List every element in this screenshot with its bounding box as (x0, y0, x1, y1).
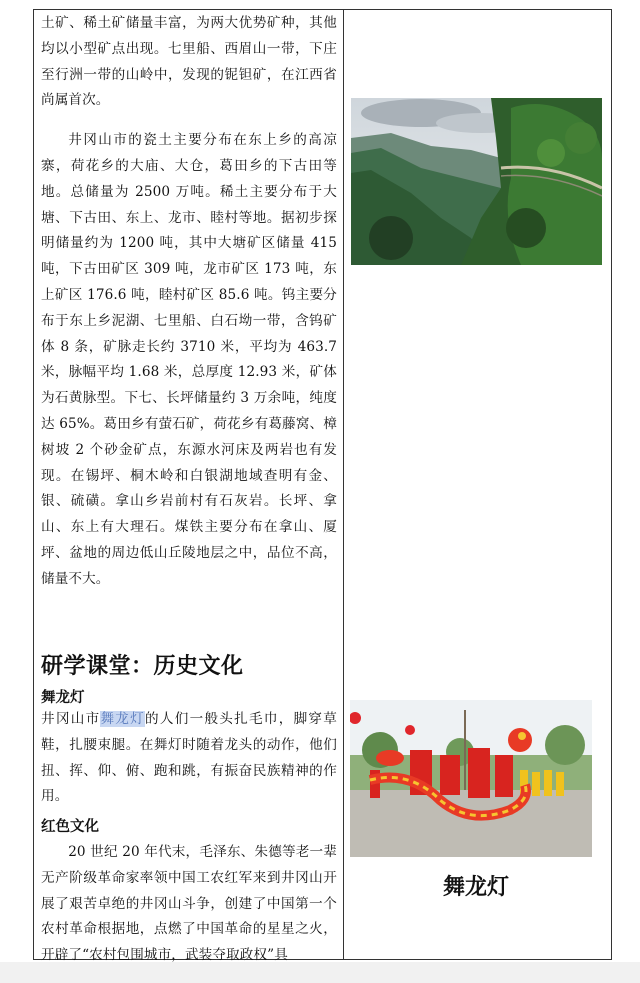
dragon-dance-caption: 舞龙灯 (442, 875, 509, 900)
dragon-dance-title: 舞龙灯 (41, 690, 85, 706)
minerals-paragraph-2: 井冈山市的瓷土主要分布在东上乡的高凉寨，荷花乡的大庙、大仓，葛田乡的下古田等地。总储量为 2500 万吨。稀土主要分布于大塘、下古田、东上、龙市、睦村等地。据初步探明储量约为 1200 吨，其中大塘矿区储量 415 吨，下古田矿区 309 吨，龙市矿区 173 吨，东上矿区 176.6 吨，睦村矿区 85.6 吨。钨主要分布于东上乡泥湖、七里船、白石坳一带，含钨矿体 8 条，矿脉走长约 3710 米，平均为 463.7 米，脉幅平均 1.68 米，总厚度 12.93 米，矿体为石黄脉型。下七、长坪储量约 3 万余吨，纯度达 65%。葛田乡有萤石矿，荷花乡有葛藤窝、樟树坡 2 个砂金矿点，东源水河床及两岩也有发现。在锡坪、桐木岭和白银湖地域查明有金、银、硫磺。拿山乡岩前村有石灰岩。长坪、拿山、东上有大理石。煤铁主要分布在拿山、厦坪、盆地的周边低山丘陵地层之中，品位不高，储量不大。 (41, 132, 337, 587)
dragon-text-before: 井冈山市 (41, 711, 101, 727)
dragon-text-after: 的人们一般头扎毛巾，脚穿草鞋，扎腰束腿。在舞灯时随着龙头的动作，他们扭、挥、仰、俯、跑和跳，有振奋民族精神的作用。 (41, 711, 337, 805)
column-divider (343, 9, 344, 960)
red-culture-title: 红色文化 (41, 819, 99, 835)
red-culture-block (41, 815, 337, 969)
dragon-dance-block (41, 686, 337, 810)
minerals-paragraph-1: 土矿、稀土矿储量丰富，为两大优势矿种，其他均以小型矿点出现。七里船、西眉山一带，下庄至行洲一带的山岭中，发现的铌钽矿，在江西省尚属首次。 (41, 15, 337, 109)
dragon-dance-photo (350, 700, 592, 857)
left-column-text (41, 11, 337, 593)
red-culture-text: 20 世纪 20 年代末，毛泽东、朱德等老一辈无产阶级革命家率领中国工农红军来到井冈山开展了艰苦卓绝的井冈山斗争，创建了中国第一个农村革命根据地，点燃了中国革命的星星之火，开辟了“农村包围城市，武装夺取政权”具 (41, 844, 337, 964)
highlighted-term[interactable]: 舞龙灯 (100, 711, 146, 727)
section-heading: 研学课堂：历史文化 (41, 654, 244, 679)
mountain-scenery-photo (351, 98, 602, 265)
dragon-dance-text (41, 707, 337, 810)
